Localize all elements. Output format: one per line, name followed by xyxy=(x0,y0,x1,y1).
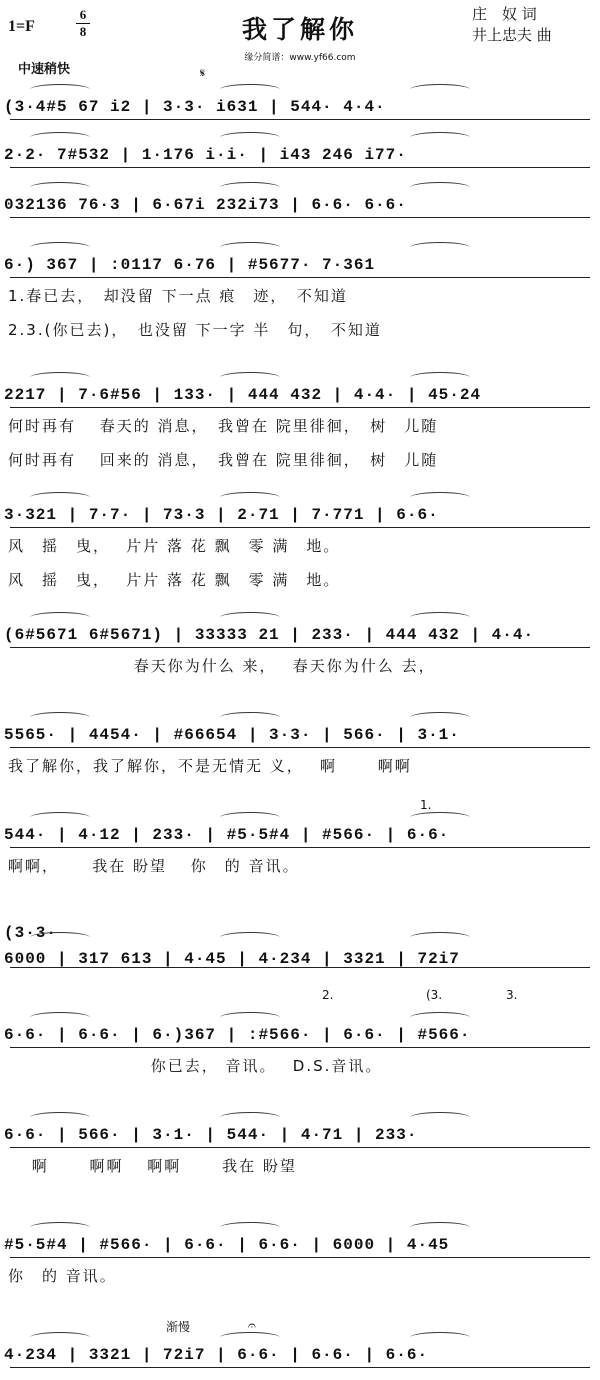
notation-line: 6·) 367 | :0117 6·76 | #5677· 7·361 xyxy=(4,256,376,274)
beam-line xyxy=(10,1147,590,1148)
slur-mark xyxy=(30,182,90,193)
segno-sign: 𝄋 xyxy=(200,66,206,80)
slur-mark xyxy=(220,492,280,503)
time-sig-top: 6 xyxy=(79,7,87,22)
slur-mark xyxy=(220,612,280,623)
time-sig-bottom: 8 xyxy=(79,24,87,39)
slur-mark xyxy=(410,812,470,823)
notation-line: 4·234 | 3321 | 72i7 | 6·6· | 6·6· | 6·6· xyxy=(4,1346,429,1364)
song-title: 我了解你 xyxy=(241,15,358,44)
notation-line: 032136 76·3 | 6·67i 232i73 | 6·6· 6·6· xyxy=(4,196,407,214)
slur-mark xyxy=(220,242,280,253)
slur-mark xyxy=(220,712,280,723)
tempo-marking: 中速稍快 xyxy=(18,62,71,77)
lyric-line: 啊 啊啊 啊啊 我在 盼望 xyxy=(8,1157,297,1175)
slur-mark xyxy=(30,242,90,253)
slur-mark xyxy=(410,1012,470,1023)
slur-mark xyxy=(220,1222,280,1233)
notation-line: 544· | 4·12 | 233· | #5·5#4 | #566· | 6·6· xyxy=(4,826,450,844)
notation-line: (6#5671 6#5671) | 33333 21 | 233· | 444 432 | 4·4· xyxy=(4,626,535,644)
notation-line: 2217 | 7·6#56 | 133· | 444 432 | 4·4· | 45·24 xyxy=(4,386,482,404)
slur-mark xyxy=(30,612,90,623)
lyric-line: 2.3.(你已去)， 也没留 下一字 半 句， 不知道 xyxy=(8,321,382,339)
slur-mark xyxy=(410,1332,470,1343)
lyric-line: 风 摇 曳， 片片 落 花 飘 零 满 地。 xyxy=(8,571,341,589)
slur-mark xyxy=(30,84,90,95)
slur-mark xyxy=(410,492,470,503)
beam-line xyxy=(10,847,590,848)
credits xyxy=(472,4,552,46)
slur-mark xyxy=(30,132,90,143)
slur-mark xyxy=(30,932,90,943)
lyricist: 庄 奴 词 xyxy=(472,5,537,23)
slur-mark xyxy=(30,1332,90,1343)
notation-line: #5·5#4 | #566· | 6·6· | 6·6· | 6000 | 4·45 xyxy=(4,1236,450,1254)
notation-line: 6·6· | 6·6· | 6·)367 | :#566· | 6·6· | #566· xyxy=(4,1026,471,1044)
slur-mark xyxy=(220,1012,280,1023)
beam-line xyxy=(10,217,590,218)
lyric-line: 啊啊， 我在 盼望 你 的 音讯。 xyxy=(8,857,300,875)
notation-line: 5565· | 4454· | #66654 | 3·3· | 566· | 3·1· xyxy=(4,726,460,744)
lyric-line: 1.春已去， 却没留 下一点 痕 迹， 不知道 xyxy=(8,287,348,305)
beam-line xyxy=(10,1257,590,1258)
slur-mark xyxy=(30,492,90,503)
notation-line: 2·2· 7#532 | 1·176 i·i· | i43 246 i77· xyxy=(4,146,407,164)
slur-mark xyxy=(30,812,90,823)
key-signature: 1=F xyxy=(8,18,35,35)
slur-mark xyxy=(220,932,280,943)
slur-mark xyxy=(410,1112,470,1123)
slur-mark xyxy=(410,1222,470,1233)
lyric-line: 你 的 音讯。 xyxy=(8,1267,117,1285)
slur-mark xyxy=(220,182,280,193)
beam-line xyxy=(10,407,590,408)
lyric-line: 春天你为什么 来， 春天你为什么 去， xyxy=(8,657,436,675)
slur-mark xyxy=(30,1012,90,1023)
fermata-mark: 𝄐 xyxy=(248,1318,256,1334)
source-note: 缘分简谱：www.yf66.com xyxy=(244,53,356,63)
volta-2: 2. xyxy=(322,988,334,1002)
lyric-line: 风 摇 曳， 片片 落 花 飘 零 满 地。 xyxy=(8,537,341,555)
beam-line xyxy=(10,1047,590,1048)
beam-line xyxy=(10,527,590,528)
notation-line: (3·4#5 67 i2 | 3·3· i631 | 544· 4·4· xyxy=(4,98,386,116)
slur-mark xyxy=(410,612,470,623)
slur-mark xyxy=(220,372,280,383)
slur-mark xyxy=(410,372,470,383)
slur-mark xyxy=(410,932,470,943)
slur-mark xyxy=(410,242,470,253)
lyric-line: 我了解你，我了解你，不是无情无 义， 啊 啊啊 xyxy=(8,757,412,775)
slur-mark xyxy=(30,1222,90,1233)
slur-mark xyxy=(30,1112,90,1123)
notation-line: 6·6· | 566· | 3·1· | 544· | 4·71 | 233· xyxy=(4,1126,418,1144)
beam-line xyxy=(10,277,590,278)
slur-mark xyxy=(220,1112,280,1123)
volta-3b: (3. xyxy=(426,988,443,1002)
volta-1: 1. xyxy=(420,798,432,812)
lyric-line: 你已去， 音讯。 D.S.音讯。 xyxy=(8,1057,383,1075)
composer: 井上忠夫 曲 xyxy=(472,26,552,44)
lyric-line: 何时再有 春天的 消息， 我曾在 院里徘徊， 树 儿随 xyxy=(8,417,439,435)
ritard-mark: 渐慢 xyxy=(166,1320,191,1334)
beam-line xyxy=(10,647,590,648)
slur-mark xyxy=(220,132,280,143)
beam-line xyxy=(10,119,590,120)
slur-mark xyxy=(30,372,90,383)
slur-mark xyxy=(410,84,470,95)
slur-mark xyxy=(220,812,280,823)
slur-mark xyxy=(220,84,280,95)
beam-line xyxy=(10,747,590,748)
notation-line: 3·321 | 7·7· | 73·3 | 2·71 | 7·771 | 6·6· xyxy=(4,506,439,524)
slur-mark xyxy=(410,132,470,143)
lyric-line: 何时再有 回来的 消息， 我曾在 院里徘徊， 树 儿随 xyxy=(8,451,439,469)
volta-3: 3. xyxy=(506,988,518,1002)
slur-mark xyxy=(410,712,470,723)
beam-line xyxy=(10,167,590,168)
slur-mark xyxy=(410,182,470,193)
beam-line xyxy=(10,967,590,968)
beam-line xyxy=(10,1367,590,1368)
slur-mark xyxy=(30,712,90,723)
notation-line: (3·3· 6000 | 317 613 | 4·45 | 4·234 | 3321 | 72i7 xyxy=(4,924,460,968)
